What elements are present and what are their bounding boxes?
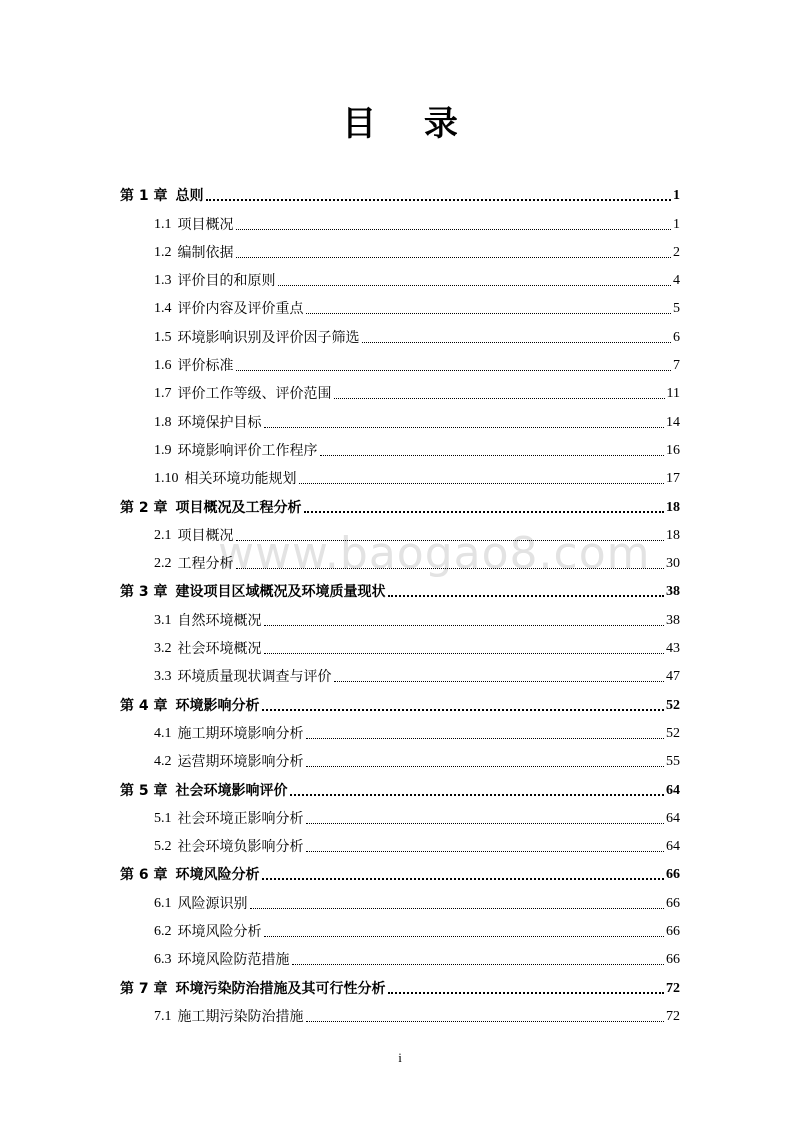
toc-entry-title: 总则	[175, 188, 204, 205]
toc-entry-title: 环境风险防范措施	[177, 952, 290, 969]
toc-dot-leader	[388, 595, 665, 597]
toc-entry-page: 72	[666, 1008, 680, 1024]
toc-section-entry[interactable]	[120, 348, 680, 376]
toc-dot-leader	[236, 370, 672, 371]
toc-section-entry[interactable]	[120, 885, 680, 913]
toc-entry-page: 1	[673, 188, 680, 204]
toc-section-entry[interactable]	[120, 206, 680, 234]
toc-entry-number: 1.10	[154, 471, 179, 487]
watermark: www.baogao8.com	[218, 528, 651, 579]
toc-entry-number: 6.2	[154, 924, 172, 940]
toc-entry-number: 6.3	[154, 952, 172, 968]
toc-entry-title: 环境污染防治措施及其可行性分析	[175, 980, 386, 997]
page-title: 目 录	[342, 104, 476, 144]
toc-entry-page: 64	[666, 810, 680, 826]
toc-dot-leader	[236, 229, 672, 230]
toc-dot-leader	[306, 851, 665, 852]
toc-entry-number: 1.9	[154, 442, 172, 458]
toc-entry-title: 社会环境影响评价	[175, 782, 288, 799]
toc-dot-leader	[306, 1021, 665, 1022]
toc-section-entry[interactable]	[120, 518, 680, 546]
toc-entry-title: 环境保护目标	[177, 414, 262, 431]
toc-entry-number: 1.4	[154, 301, 172, 317]
toc-entry-number: 1.3	[154, 273, 172, 289]
toc-chapter-entry[interactable]	[120, 178, 680, 206]
toc-chapter-entry[interactable]	[120, 574, 680, 602]
toc-chapter-entry[interactable]	[120, 772, 680, 800]
toc-entry-number: 3.3	[154, 669, 172, 685]
toc-entry-page: 6	[673, 329, 680, 345]
toc-entry-number: 第 6 章	[120, 867, 168, 884]
toc-section-entry[interactable]	[120, 235, 680, 263]
toc-entry-title: 编制依据	[177, 244, 234, 261]
toc-entry-page: 66	[666, 867, 680, 883]
toc-entry-page: 52	[666, 697, 680, 713]
toc-entry-page: 38	[666, 584, 680, 600]
toc-entry-number: 1.6	[154, 358, 172, 374]
toc-entry-number: 第 5 章	[120, 782, 168, 799]
toc-entry-title: 评价工作等级、评价范围	[177, 386, 332, 403]
toc-entry-title: 风险源识别	[177, 895, 248, 912]
toc-dot-leader	[388, 992, 665, 994]
table-of-contents	[120, 178, 680, 1027]
toc-chapter-entry[interactable]	[120, 489, 680, 517]
toc-entry-page: 30	[666, 556, 680, 572]
toc-entry-page: 43	[666, 641, 680, 657]
toc-section-entry[interactable]	[120, 716, 680, 744]
toc-entry-number: 1.2	[154, 244, 172, 260]
toc-entry-page: 2	[673, 244, 680, 260]
toc-dot-leader	[320, 455, 665, 456]
toc-entry-number: 6.1	[154, 895, 172, 911]
toc-section-entry[interactable]	[120, 291, 680, 319]
toc-entry-number: 2.2	[154, 556, 172, 572]
toc-dot-leader	[334, 681, 665, 682]
toc-entry-page: 64	[666, 782, 680, 798]
toc-chapter-entry[interactable]	[120, 857, 680, 885]
toc-dot-leader	[299, 483, 665, 484]
toc-entry-number: 第 3 章	[120, 584, 168, 601]
toc-entry-page: 55	[666, 754, 680, 770]
toc-dot-leader	[236, 568, 665, 569]
toc-section-entry[interactable]	[120, 602, 680, 630]
toc-entry-number: 2.1	[154, 527, 172, 543]
toc-entry-title: 环境风险分析	[177, 924, 262, 941]
toc-section-entry[interactable]	[120, 829, 680, 857]
toc-section-entry[interactable]	[120, 404, 680, 432]
toc-entry-number: 5.2	[154, 839, 172, 855]
toc-entry-page: 1	[673, 216, 680, 232]
toc-entry-page: 7	[673, 358, 680, 374]
toc-dot-leader	[206, 199, 672, 201]
toc-dot-leader	[236, 540, 665, 541]
toc-entry-title: 社会环境负影响分析	[177, 839, 304, 856]
toc-dot-leader	[362, 342, 672, 343]
toc-entry-title: 建设项目区域概况及环境质量现状	[175, 584, 386, 601]
toc-chapter-entry[interactable]	[120, 970, 680, 998]
toc-section-entry[interactable]	[120, 319, 680, 347]
toc-entry-page: 18	[666, 499, 680, 515]
toc-entry-number: 第 2 章	[120, 499, 168, 516]
toc-entry-title: 评价内容及评价重点	[177, 301, 304, 318]
toc-section-entry[interactable]	[120, 744, 680, 772]
toc-section-entry[interactable]	[120, 376, 680, 404]
toc-entry-page: 72	[666, 980, 680, 996]
toc-entry-page: 52	[666, 725, 680, 741]
toc-entry-number: 1.5	[154, 329, 172, 345]
toc-dot-leader	[292, 964, 665, 965]
toc-section-entry[interactable]	[120, 942, 680, 970]
toc-entry-page: 4	[673, 273, 680, 289]
toc-entry-title: 项目概况及工程分析	[175, 499, 302, 516]
toc-dot-leader	[262, 878, 665, 880]
toc-entry-number: 4.2	[154, 754, 172, 770]
toc-entry-title: 环境影响识别及评价因子筛选	[177, 329, 360, 346]
toc-entry-page: 16	[666, 442, 680, 458]
toc-entry-title: 相关环境功能规划	[184, 471, 297, 488]
toc-entry-title: 社会环境概况	[177, 641, 262, 658]
toc-section-entry[interactable]	[120, 659, 680, 687]
toc-entry-number: 3.1	[154, 612, 172, 628]
toc-section-entry[interactable]	[120, 914, 680, 942]
toc-dot-leader	[250, 908, 665, 909]
toc-entry-title: 项目概况	[177, 527, 234, 544]
toc-entry-page: 64	[666, 839, 680, 855]
toc-section-entry[interactable]	[120, 546, 680, 574]
toc-entry-title: 环境影响评价工作程序	[177, 442, 318, 459]
toc-entry-title: 环境影响分析	[175, 697, 260, 714]
toc-dot-leader	[290, 794, 665, 796]
toc-entry-page: 11	[666, 386, 680, 402]
toc-entry-title: 评价标准	[177, 358, 234, 375]
toc-dot-leader	[306, 738, 665, 739]
toc-entry-number: 5.1	[154, 810, 172, 826]
toc-section-entry[interactable]	[120, 801, 680, 829]
toc-dot-leader	[262, 709, 665, 711]
toc-entry-number: 1.8	[154, 414, 172, 430]
toc-entry-number: 第 7 章	[120, 980, 168, 997]
toc-entry-title: 环境风险分析	[175, 867, 260, 884]
toc-entry-page: 17	[666, 471, 680, 487]
toc-entry-title: 施工期污染防治措施	[177, 1008, 304, 1025]
toc-section-entry[interactable]	[120, 433, 680, 461]
toc-entry-title: 社会环境正影响分析	[177, 810, 304, 827]
toc-dot-leader	[306, 823, 665, 824]
toc-entry-number: 3.2	[154, 641, 172, 657]
toc-entry-page: 18	[666, 527, 680, 543]
toc-dot-leader	[304, 511, 665, 513]
toc-entry-page: 66	[666, 952, 680, 968]
toc-entry-number: 1.1	[154, 216, 172, 232]
toc-section-entry[interactable]	[120, 631, 680, 659]
toc-entry-number: 第 1 章	[120, 188, 168, 205]
toc-dot-leader	[264, 427, 665, 428]
toc-section-entry[interactable]	[120, 461, 680, 489]
toc-section-entry[interactable]	[120, 263, 680, 291]
toc-dot-leader	[306, 766, 665, 767]
toc-dot-leader	[334, 398, 665, 399]
toc-dot-leader	[264, 625, 665, 626]
toc-entry-page: 47	[666, 669, 680, 685]
toc-dot-leader	[236, 257, 672, 258]
toc-dot-leader	[306, 313, 672, 314]
toc-entry-title: 运营期环境影响分析	[177, 754, 304, 771]
toc-dot-leader	[278, 285, 672, 286]
toc-entry-number: 4.1	[154, 725, 172, 741]
toc-dot-leader	[264, 653, 665, 654]
toc-entry-title: 工程分析	[177, 556, 234, 573]
toc-entry-title: 自然环境概况	[177, 612, 262, 629]
toc-chapter-entry[interactable]	[120, 687, 680, 715]
toc-section-entry[interactable]	[120, 999, 680, 1027]
toc-entry-number: 7.1	[154, 1008, 172, 1024]
toc-entry-page: 66	[666, 895, 680, 911]
page-number: i	[398, 1050, 402, 1065]
toc-entry-page: 66	[666, 924, 680, 940]
toc-entry-page: 38	[666, 612, 680, 628]
toc-entry-title: 项目概况	[177, 216, 234, 233]
toc-entry-number: 1.7	[154, 386, 172, 402]
toc-entry-page: 14	[666, 414, 680, 430]
toc-entry-page: 5	[673, 301, 680, 317]
toc-dot-leader	[264, 936, 665, 937]
toc-entry-title: 评价目的和原则	[177, 273, 276, 290]
toc-entry-title: 环境质量现状调查与评价	[177, 669, 332, 686]
toc-entry-number: 第 4 章	[120, 697, 168, 714]
toc-entry-title: 施工期环境影响分析	[177, 725, 304, 742]
